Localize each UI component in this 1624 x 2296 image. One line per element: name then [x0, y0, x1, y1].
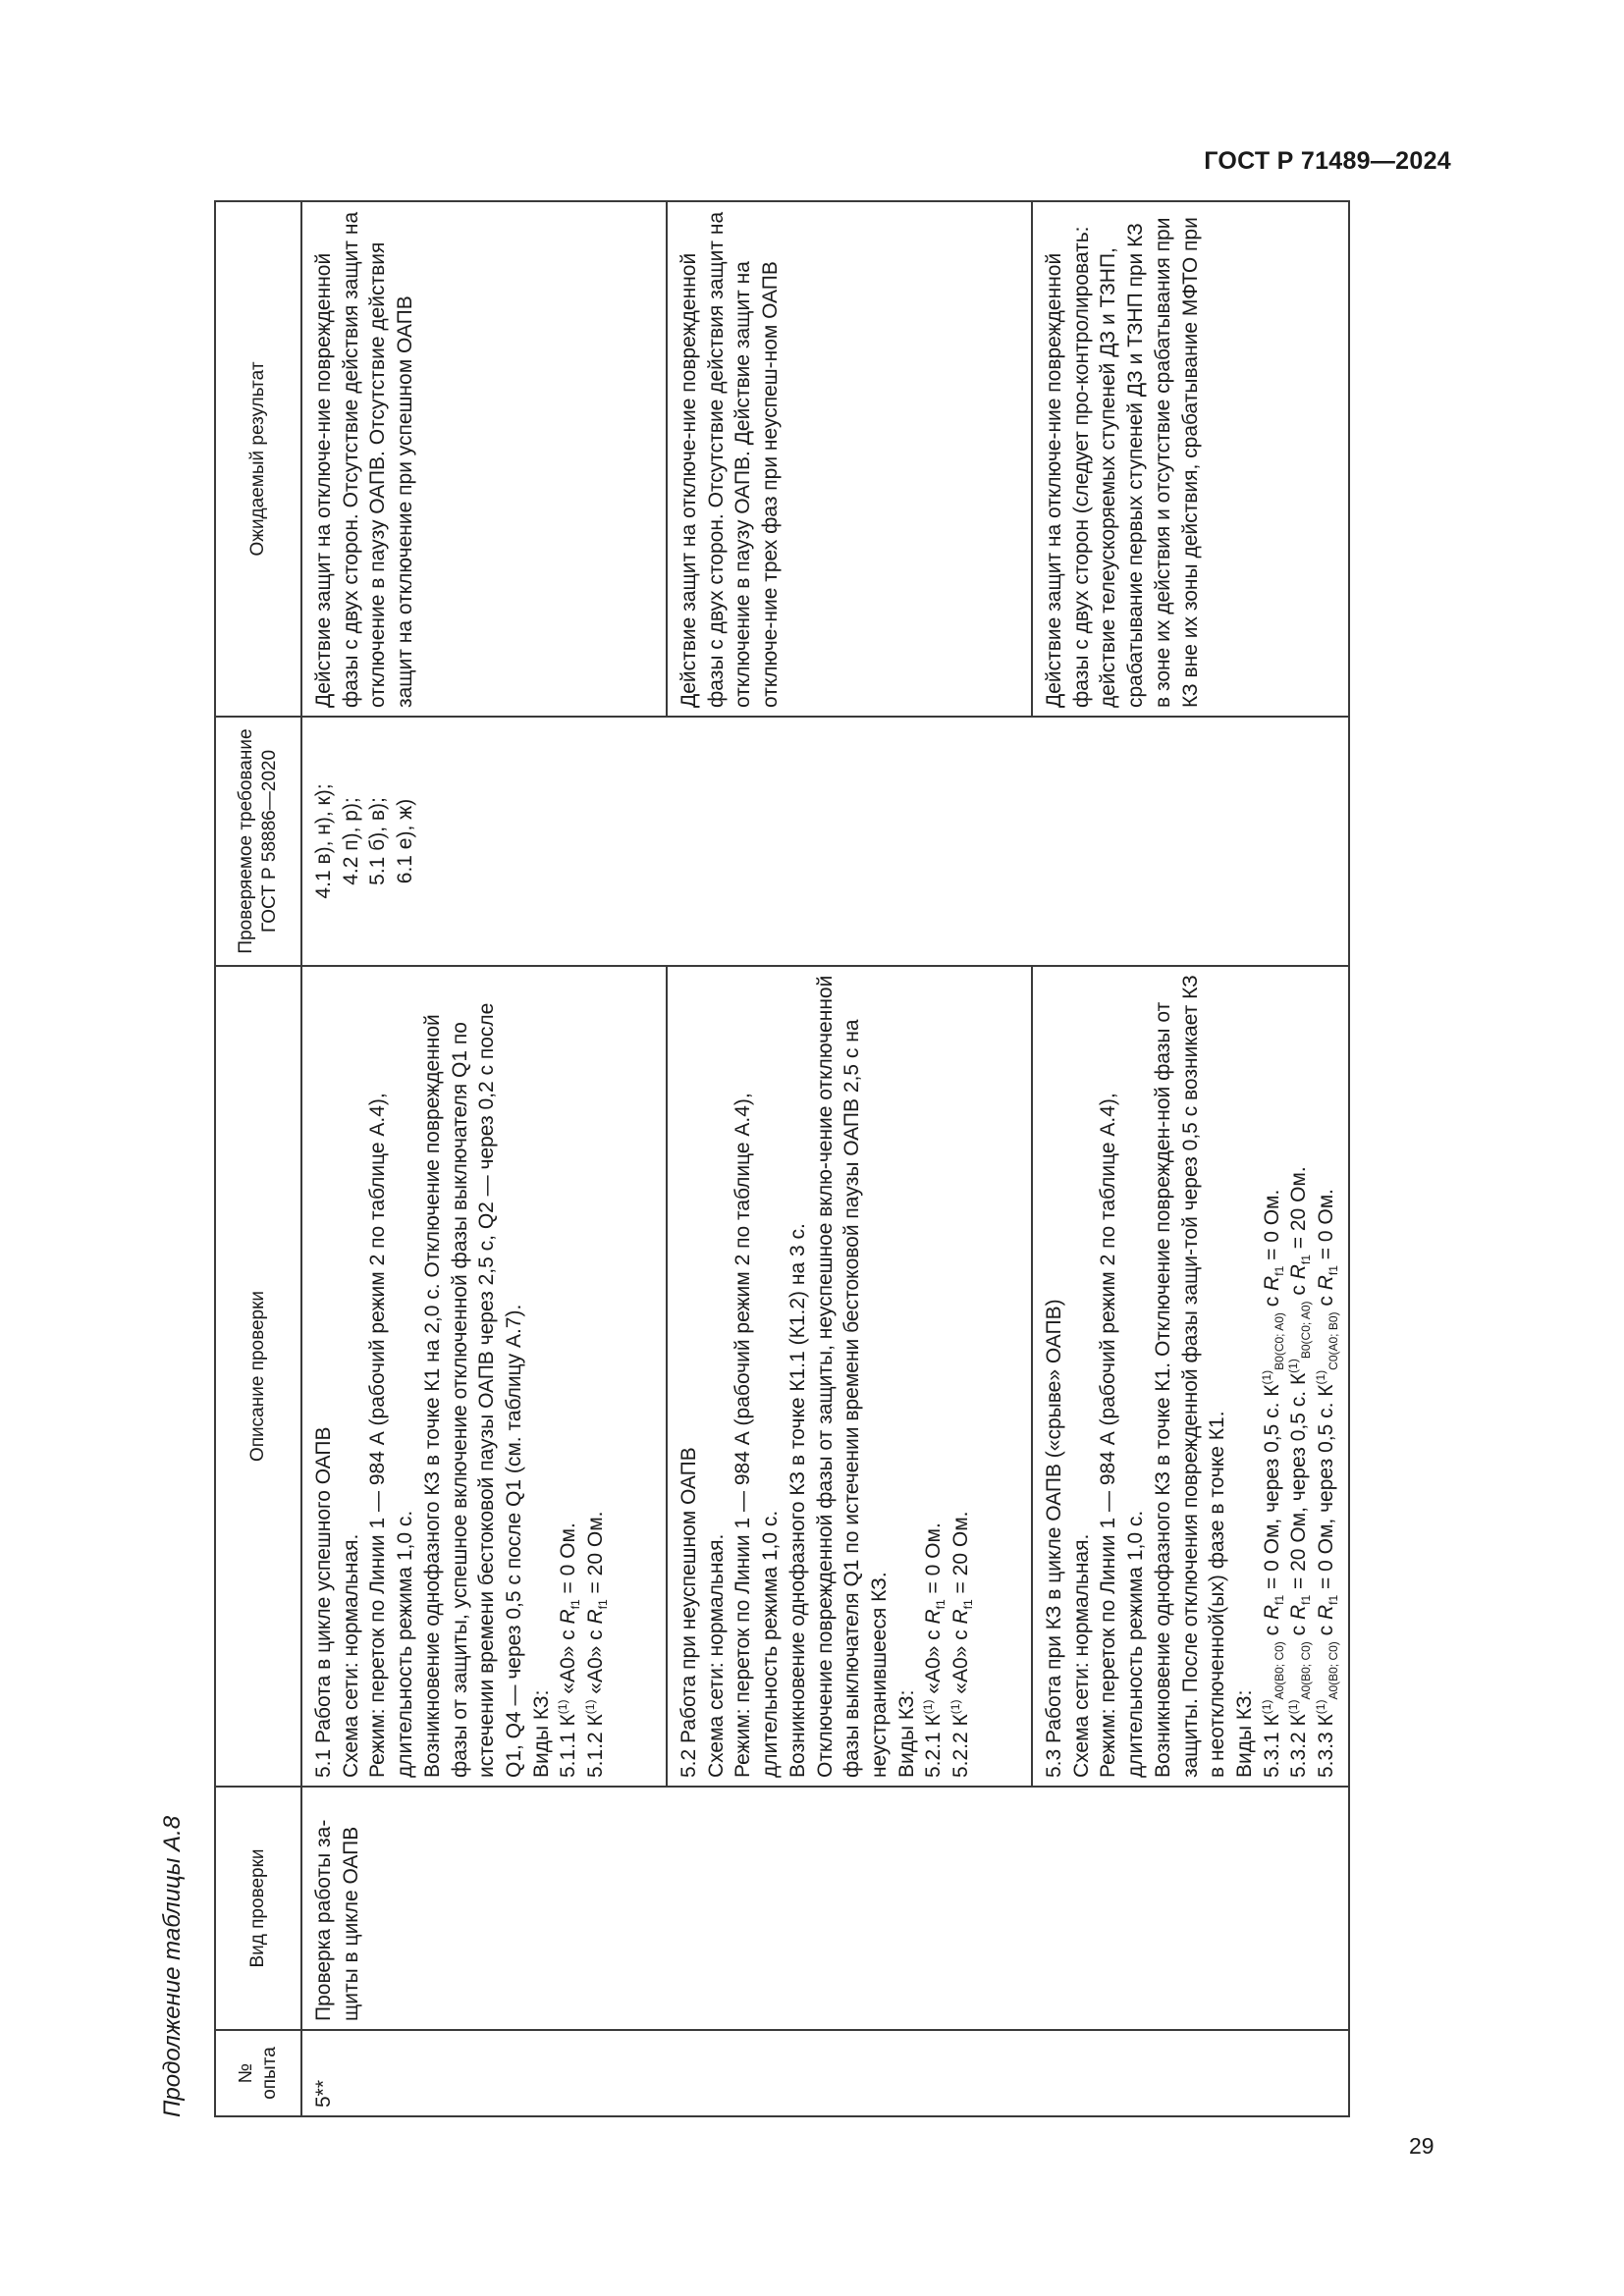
desc-line: Возникновение однофазного КЗ в точке К1. Отключение поврежден-ной фазы от защиты. После отключения поврежденной фазы защи-той через 0,5 с возникает КЗ в неотключенной(ых) фазе в точке К1. — [1151, 975, 1229, 1778]
test-number-cell: 5** — [301, 2030, 667, 2116]
header-req: Проверяемое требование ГОСТ Р 58886—2020 — [215, 717, 301, 966]
requirements-cell — [301, 717, 667, 966]
header-desc: Описание проверки — [215, 966, 301, 1787]
desc-line: Режим: переток по Линии 1 — 984 А (рабочий режим 2 по таблице А.4), длительность режима 1,0 с. — [366, 1093, 417, 1778]
test-kind-cell: Проверка работы за-щиты в цикле ОАПВ — [301, 1787, 667, 2030]
requirement: 4.1 в), н), к); — [312, 783, 335, 899]
header-num: № опыта — [215, 2030, 301, 2116]
table-row — [667, 201, 1032, 2116]
fault-item: 5.2.1 $К^{(1)}$ «А0» с $R_{f1} = 0$ Ом. — [921, 1522, 948, 1778]
test-table — [214, 200, 1350, 2117]
desc-line: 5.2 Работа при неуспешном ОАПВ — [677, 1447, 700, 1778]
table-row — [1032, 201, 1349, 2116]
desc-line: 5.3 Работа при КЗ в цикле ОАПВ («срыве» ОАПВ) — [1043, 1299, 1065, 1778]
description-cell — [301, 966, 667, 1787]
desc-line: Виды КЗ: — [894, 1689, 918, 1778]
table-header-row — [215, 201, 301, 2116]
result-cell: Действие защит на отключе-ние поврежденной фазы с двух сторон (следует про-контролировать: действие телеускоряемых ступеней ДЗ и ТЗНП, срабатывание первых ступеней ДЗ и ТЗНП при КЗ в зоне их действия и отсутствие срабатывания при КЗ вне их зоны действия, срабатывание МФТО при — [1032, 201, 1349, 717]
requirement: 5.1 б), в); — [366, 797, 390, 885]
requirements-cell-continued — [1032, 717, 1349, 966]
desc-line: Возникновение однофазного КЗ в точке К1 на 2,0 с. Отключение поврежденной фазы от защиты, успешное включение отключенной фазы выключателя Q1 по истечении времени бестоковой паузы ОАПВ через 2,5 с, Q2 — через 0,2 с после Q1, Q4 — через 0,5 с после Q1 (см. таблицу А.7). — [420, 1002, 526, 1778]
header-result: Ожидаемый результат — [215, 201, 301, 717]
fault-item: 5.1.2 $К^{(1)}$ «А0» с $R_{f1} = 20$ Ом. — [583, 1511, 611, 1778]
desc-line: Виды КЗ: — [529, 1689, 553, 1778]
description-cell — [667, 966, 1032, 1787]
desc-line: Режим: переток по Линии 1 — 984 А (рабочий режим 2 по таблице А.4), длительность режима 1,0 с. — [731, 1093, 783, 1778]
result-cell: Действие защит на отключе-ние поврежденной фазы с двух сторон. Отсутствие действия защит на отключение в паузу ОАПВ. Отсутствие действия защит на отключение при успешном ОАПВ — [301, 201, 667, 717]
page-number: 29 — [1409, 2133, 1435, 2159]
result-cell: Действие защит на отключе-ние поврежденной фазы с двух сторон. Отсутствие действия защит на отключение в паузу ОАПВ. Действие защит на отключе-ние трех фаз при неуспеш-ном ОАПВ — [667, 201, 1032, 717]
table-row — [301, 201, 667, 2116]
description-cell — [1032, 966, 1349, 1787]
fault-item: 5.3.2 $К^{(1)}_{A0(B0; C0)}$ с $R_{f1} = 20$ Ом, через 0,5 с. $К^{(1)}_{B0(C0; A0)}$ с $R_{f1} = 20$ Ом. — [1286, 1166, 1314, 1778]
fault-item: 5.1.1 $К^{(1)}$ «А0» с $R_{f1} = 0$ Ом. — [556, 1522, 583, 1778]
test-kind-cell-continued — [1032, 1787, 1349, 2030]
desc-line: Возникновение однофазного КЗ в точке К1.1 (К1.2) на 3 с. — [785, 1223, 809, 1778]
requirement: 6.1 е), ж) — [394, 798, 417, 884]
desc-line: Схема сети: нормальная. — [704, 1533, 728, 1778]
test-number-cell-continued — [667, 2030, 1032, 2116]
test-number-cell-continued — [1032, 2030, 1349, 2116]
fault-item: 5.3.1 $К^{(1)}_{A0(B0; C0)}$ с $R_{f1} = 0$ Ом, через 0,5 с. $К^{(1)}_{B0(C0; A0)}$ с $R_{f1} = 0$ Ом. — [1259, 1189, 1286, 1778]
desc-line: 5.1 Работа в цикле успешного ОАПВ — [312, 1426, 335, 1778]
desc-line: Режим: переток по Линии 1 — 984 А (рабочий режим 2 по таблице А.4), длительность режима 1,0 с. — [1097, 1093, 1148, 1778]
rotated-table-block — [159, 202, 1341, 2117]
desc-line: Виды КЗ: — [1233, 1689, 1257, 1778]
table-caption: Продолжение таблицы А.8 — [159, 1815, 186, 2117]
requirement: 4.2 п), р); — [339, 797, 362, 885]
document-code: ГОСТ Р 71489—2024 — [1204, 147, 1451, 175]
desc-line: Схема сети: нормальная. — [339, 1533, 362, 1778]
header-kind: Вид проверки — [215, 1787, 301, 2030]
requirements-cell-continued — [667, 717, 1032, 966]
desc-line: Отключение поврежденной фазы от защиты, неуспешное вклю-чение отключенной фазы выключателя Q1 по истечении времени бестоковой паузы ОАПВ 2,5 с на неустранившееся КЗ. — [813, 975, 892, 1778]
test-kind-cell-continued — [667, 1787, 1032, 2030]
desc-line: Схема сети: нормальная. — [1069, 1533, 1093, 1778]
fault-item: 5.2.2 $К^{(1)}$ «А0» с $R_{f1} = 20$ Ом. — [948, 1511, 976, 1778]
fault-item: 5.3.3 $К^{(1)}_{A0(B0; C0)}$ с $R_{f1} = 0$ Ом, через 0,5 с. $К^{(1)}_{C0(A0; B0)}$ с $R_{f1} = 0$ Ом. — [1314, 1189, 1341, 1778]
